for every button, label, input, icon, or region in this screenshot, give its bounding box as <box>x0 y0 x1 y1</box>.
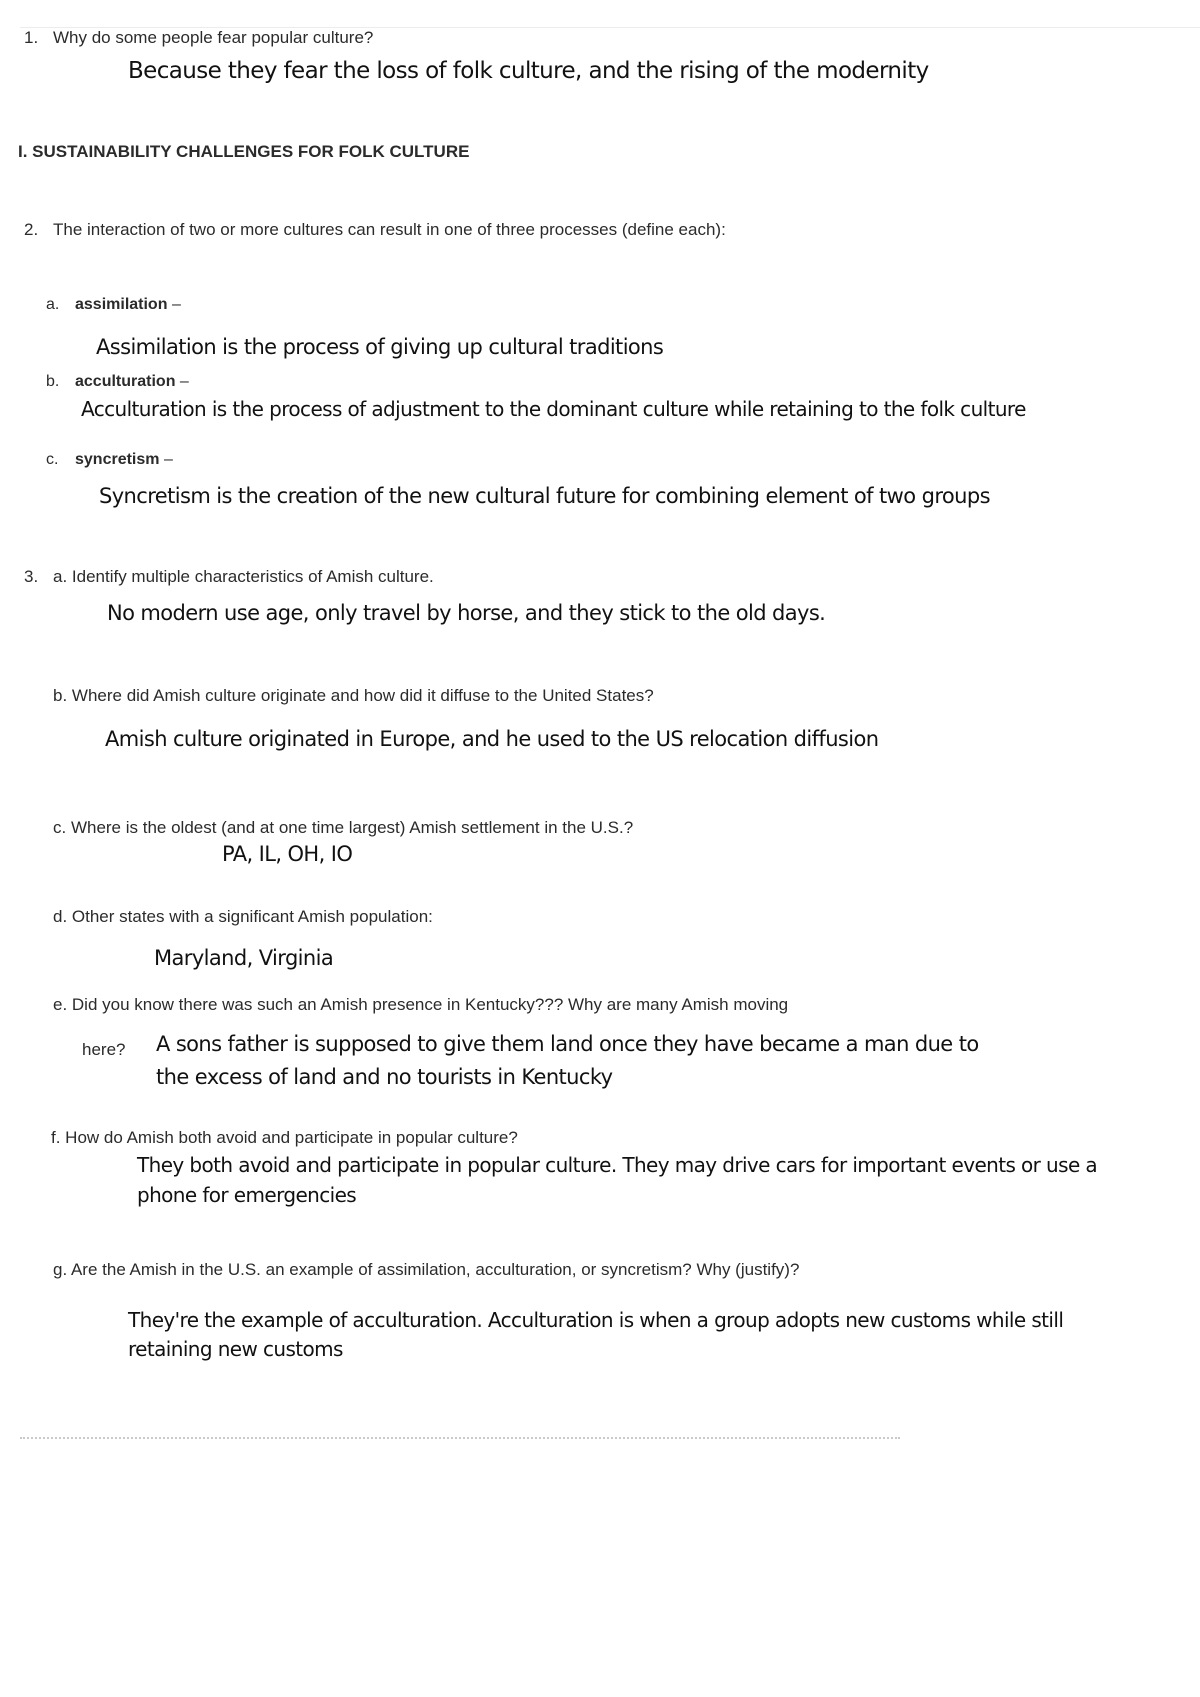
question-3d: d. Other states with a significant Amish population: <box>53 907 433 926</box>
answer-3b: Amish culture originated in Europe, and he used to the US relocation diffusion <box>105 727 879 751</box>
answer-3f-line-1: They both avoid and participate in popular culture. They may drive cars for important events or use a <box>137 1153 1098 1177</box>
answer-2a: Assimilation is the process of giving up cultural traditions <box>96 335 664 359</box>
question-2c-label: c. <box>46 451 59 468</box>
question-3-number: 3. <box>24 567 39 586</box>
term-dash: – <box>179 373 189 390</box>
question-2-text: The interaction of two or more cultures can result in one of three processes (define each): <box>53 220 726 239</box>
answer-3f-line-2: phone for emergencies <box>137 1183 357 1207</box>
term-acculturation: acculturation <box>75 373 176 390</box>
question-2-number: 2. <box>24 220 39 239</box>
question-2c <box>46 451 173 469</box>
question-3a <box>24 567 434 587</box>
question-3c: c. Where is the oldest (and at one time largest) Amish settlement in the U.S.? <box>53 818 634 837</box>
question-3g: g. Are the Amish in the U.S. an example of assimilation, acculturation, or syncretism? Why (justify)? <box>53 1260 800 1279</box>
question-2b <box>46 373 189 391</box>
answer-2b: Acculturation is the process of adjustment to the dominant culture while retaining to the folk culture <box>81 397 1026 421</box>
answer-1: Because they fear the loss of folk culture, and the rising of the modernity <box>128 58 929 84</box>
answer-3e-line-1: A sons father is supposed to give them land once they have became a man due to <box>156 1032 979 1056</box>
question-2 <box>24 220 726 240</box>
question-3a-text: a. Identify multiple characteristics of Amish culture. <box>53 567 434 586</box>
question-2a-label: a. <box>46 296 60 313</box>
cut-off-text-line <box>20 1437 900 1442</box>
question-3e: e. Did you know there was such an Amish presence in Kentucky??? Why are many Amish moving <box>53 995 789 1014</box>
answer-3d: Maryland, Virginia <box>154 946 334 970</box>
term-dash: – <box>171 296 181 313</box>
section-heading: I. SUSTAINABILITY CHALLENGES FOR FOLK CULTURE <box>18 142 470 161</box>
answer-3g-line-1: They're the example of acculturation. Acculturation is when a group adopts new customs while still <box>128 1308 1064 1332</box>
question-1-number: 1. <box>24 28 39 47</box>
term-assimilation: assimilation <box>75 296 168 313</box>
answer-3c: PA, IL, OH, IO <box>222 842 353 866</box>
question-1 <box>24 28 373 48</box>
answer-3a: No modern use age, only travel by horse, and they stick to the old days. <box>107 601 826 625</box>
question-3e-continued: here? <box>82 1040 126 1059</box>
term-dash: – <box>163 451 173 468</box>
answer-3e-line-2: the excess of land and no tourists in Kentucky <box>156 1065 613 1089</box>
question-2b-label: b. <box>46 373 60 390</box>
question-3f: f. How do Amish both avoid and participate in popular culture? <box>51 1128 518 1147</box>
question-1-text: Why do some people fear popular culture? <box>53 28 374 47</box>
term-syncretism: syncretism <box>75 451 160 468</box>
question-3b: b. Where did Amish culture originate and how did it diffuse to the United States? <box>53 686 654 705</box>
question-2a <box>46 296 181 314</box>
answer-2c: Syncretism is the creation of the new cultural future for combining element of two groups <box>99 484 990 508</box>
answer-3g-line-2: retaining new customs <box>128 1337 343 1361</box>
